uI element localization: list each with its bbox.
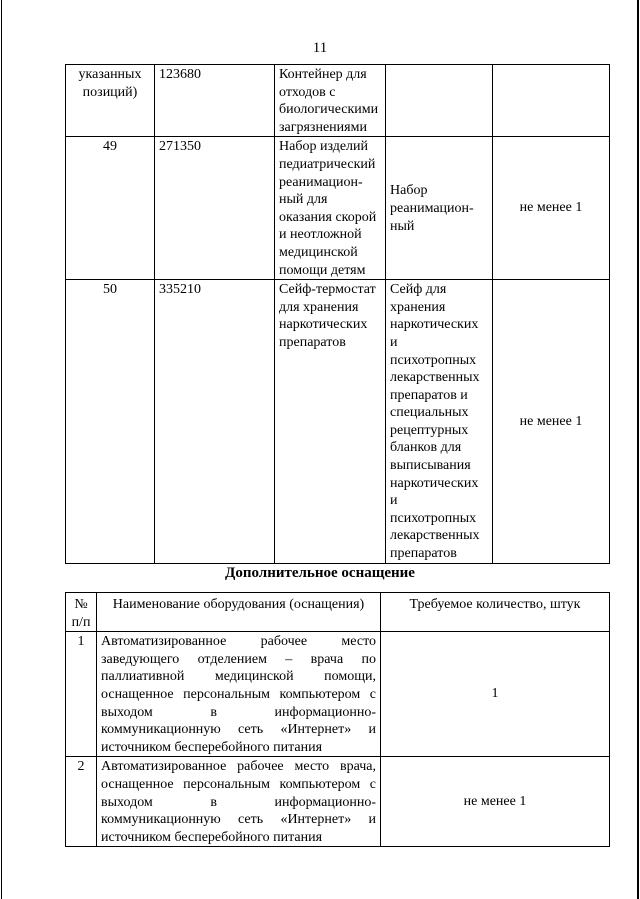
table-row xyxy=(66,757,610,847)
equipment-description-cell: Автоматизированное рабочее место заведующего отделением – врача по паллиативной медицинской помощи, оснащенное персональным компьютером с выходом в информационно- коммуникационную сеть «Интернет» и источником бесперебойного питания xyxy=(97,632,381,757)
section-title: Дополнительное оснащение xyxy=(225,565,415,581)
page-number: 11 xyxy=(312,40,328,56)
code-cell: 335210 xyxy=(155,280,275,564)
table-row xyxy=(66,137,610,280)
header-quantity: Требуемое количество, штук xyxy=(381,593,610,632)
table-row xyxy=(66,65,610,137)
code-cell: 123680 xyxy=(155,65,275,137)
table-row xyxy=(66,632,610,757)
code-cell: 271350 xyxy=(155,137,275,280)
row-number-cell: указанных позиций) xyxy=(66,65,155,137)
table-row xyxy=(66,280,610,564)
quantity-cell: не менее 1 xyxy=(381,757,610,847)
equipment-table-continued xyxy=(65,64,610,564)
quantity-cell: не менее 1 xyxy=(493,137,610,280)
name-cell: Сейф-термостат для хранения наркотических препаратов xyxy=(275,280,386,564)
name-cell: Набор изделий педиатрический реанимацион- ный для оказания скорой и неотложной медицинской помощи детям xyxy=(275,137,386,280)
equipment-name-cell xyxy=(386,65,493,137)
header-number: № п/п xyxy=(66,593,97,632)
scan-right-edge xyxy=(637,0,639,899)
equipment-name-cell: Набор реанимацион- ный xyxy=(386,137,493,280)
row-number-cell: 1 xyxy=(66,632,97,757)
header-equipment-name: Наименование оборудования (оснащения) xyxy=(97,593,381,632)
quantity-cell: не менее 1 xyxy=(493,280,610,564)
table-header-row xyxy=(66,593,610,632)
row-number-cell: 2 xyxy=(66,757,97,847)
row-number-cell: 49 xyxy=(66,137,155,280)
quantity-cell xyxy=(493,65,610,137)
quantity-cell: 1 xyxy=(381,632,610,757)
row-number-cell: 50 xyxy=(66,280,155,564)
scan-left-edge xyxy=(1,0,2,899)
name-cell: Контейнер для отходов с биологическими загрязнениями xyxy=(275,65,386,137)
equipment-description-cell: Автоматизированное рабочее место врача, оснащенное персональным компьютером с выходом в информационно- коммуникационную сеть «Интернет» и источником бесперебойного питания xyxy=(97,757,381,847)
equipment-name-cell: Сейф для хранения наркотических и психотропных лекарственных препаратов и специальных рецептурных бланков для выписывания наркотических и психотропных лекарственных препаратов xyxy=(386,280,493,564)
additional-equipment-table xyxy=(65,592,610,847)
